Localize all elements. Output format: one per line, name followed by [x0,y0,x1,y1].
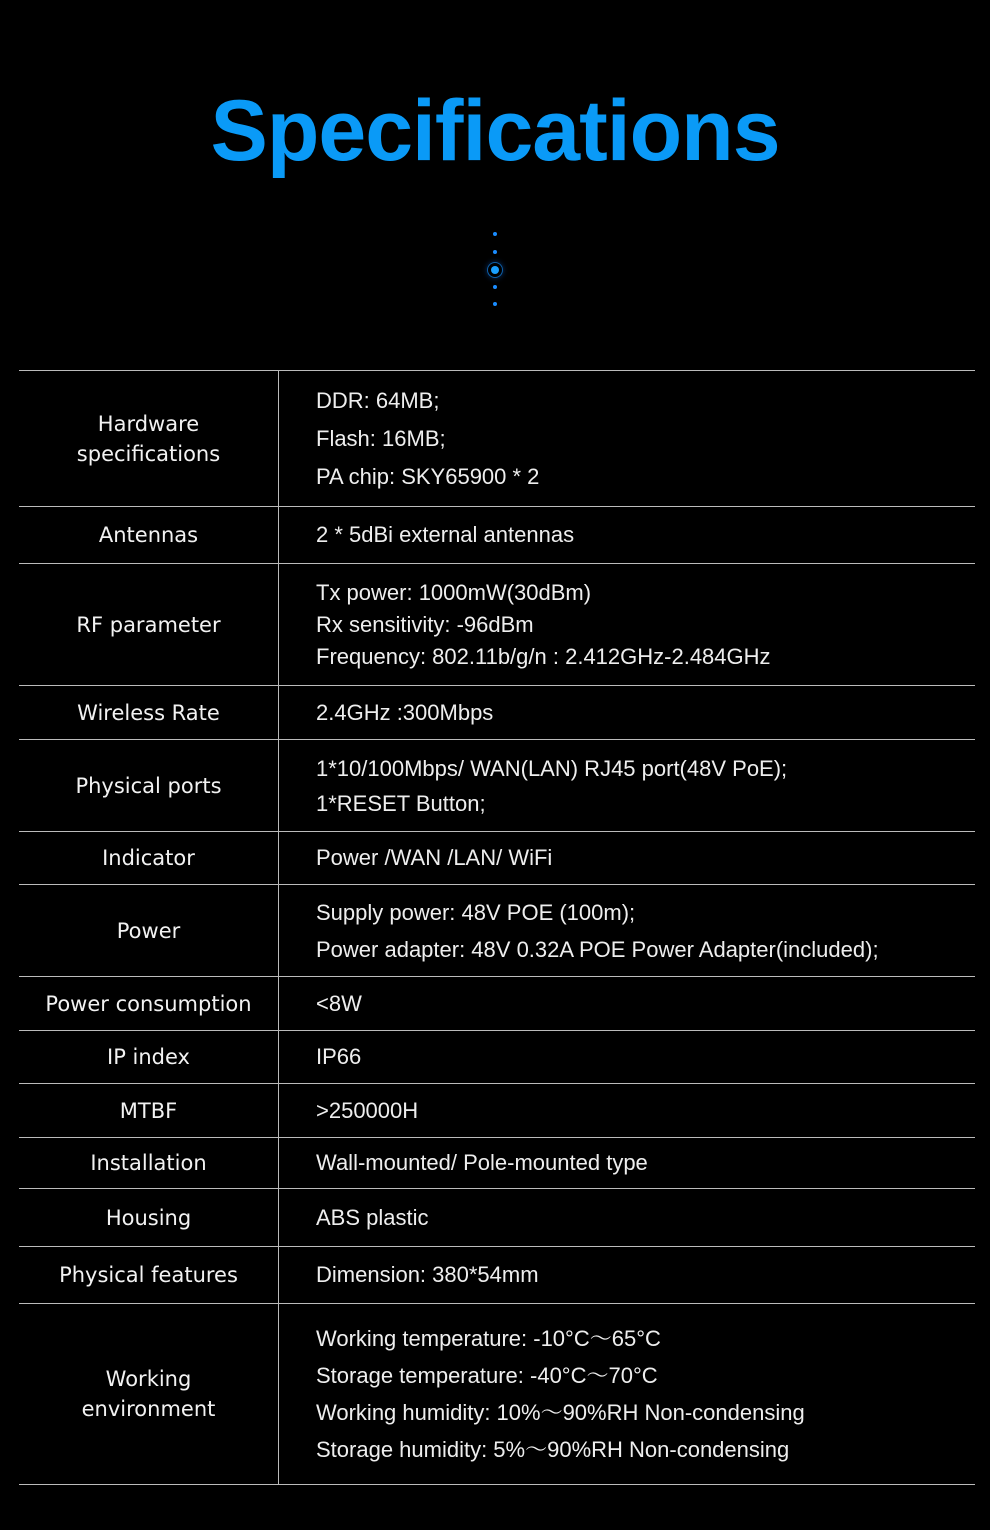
spec-row [19,1247,975,1304]
spec-value-line: DDR: 64MB; [316,387,440,413]
spec-row [19,686,975,740]
spec-value-line: Working humidity: 10%～90%RH Non-condensing [316,1400,805,1425]
spec-value-line: ABS plastic [316,1204,429,1230]
spec-label: Housing [19,1189,279,1247]
spec-value [279,1031,976,1084]
spec-value-line: Working temperature: -10°C～65°C [316,1326,661,1351]
spec-label: Power consumption [19,977,279,1031]
spec-label: Indicator [19,832,279,885]
spec-row [19,507,975,564]
spec-value [279,507,976,564]
spec-row [19,977,975,1031]
spec-row [19,740,975,832]
spec-value [279,740,976,832]
spec-value [279,885,976,977]
spec-label: Physical ports [19,740,279,832]
spec-value [279,1304,976,1485]
spec-label: MTBF [19,1084,279,1138]
spec-value-line: Rx sensitivity: -96dBm [316,611,534,637]
spec-value-line: Flash: 16MB; [316,425,446,451]
spec-value-line: Wall-mounted/ Pole-mounted type [316,1150,648,1175]
spec-value-line: 2.4GHz :300Mbps [316,699,494,725]
spec-row [19,1138,975,1189]
spec-value-line: Tx power: 1000mW(30dBm) [316,579,592,605]
spec-value-line: <8W [316,990,362,1016]
spec-value [279,832,976,885]
spec-label: IP index [19,1031,279,1084]
spec-value-line: Dimension: 380*54mm [316,1262,539,1287]
spec-value-line: IP66 [316,1044,362,1069]
spec-value-line: 2 * 5dBi external antennas [316,522,575,547]
spec-value-line: Storage humidity: 5%～90%RH Non-condensing [316,1437,790,1462]
spec-row [19,885,975,977]
spec-value-line: 1*10/100Mbps/ WAN(LAN) RJ45 port(48V PoE); [316,755,788,781]
spec-label: Power [19,885,279,977]
spec-value-line: 1*RESET Button; [316,790,486,816]
spec-value-line: PA chip: SKY65900 * 2 [316,463,540,489]
spec-value [279,1247,976,1304]
spec-value-line: >250000H [316,1097,419,1123]
spec-value [279,371,976,507]
spec-value [279,1138,976,1189]
spec-value-line: Power adapter: 48V 0.32A POE Power Adapter(included); [316,936,879,962]
spec-row [19,564,975,686]
spec-value-line: Supply power: 48V POE (100m); [316,899,636,925]
spec-value [279,686,976,740]
spec-label: RF parameter [19,564,279,686]
spec-value [279,564,976,686]
specifications-table [19,370,975,1485]
spec-value [279,1084,976,1138]
spec-label: Wireless Rate [19,686,279,740]
spec-value [279,977,976,1031]
spec-value-line: Storage temperature: -40°C～70°C [316,1363,658,1388]
spec-row [19,1084,975,1138]
spec-row [19,371,975,507]
page-title: Specifications [210,83,780,179]
spec-row [19,1189,975,1247]
spec-label: Physical features [19,1247,279,1304]
spec-label: Working environment [19,1304,279,1485]
spec-label: Installation [19,1138,279,1189]
spec-value-line: Power /WAN /LAN/ WiFi [316,845,553,870]
spec-label: Hardware specifications [19,371,279,507]
spec-value [279,1189,976,1247]
spec-row [19,832,975,885]
spec-label: Antennas [19,507,279,564]
spec-value-line: Frequency: 802.11b/g/n : 2.412GHz-2.484GHz [316,643,771,669]
spec-row [19,1031,975,1084]
spec-row [19,1304,975,1485]
